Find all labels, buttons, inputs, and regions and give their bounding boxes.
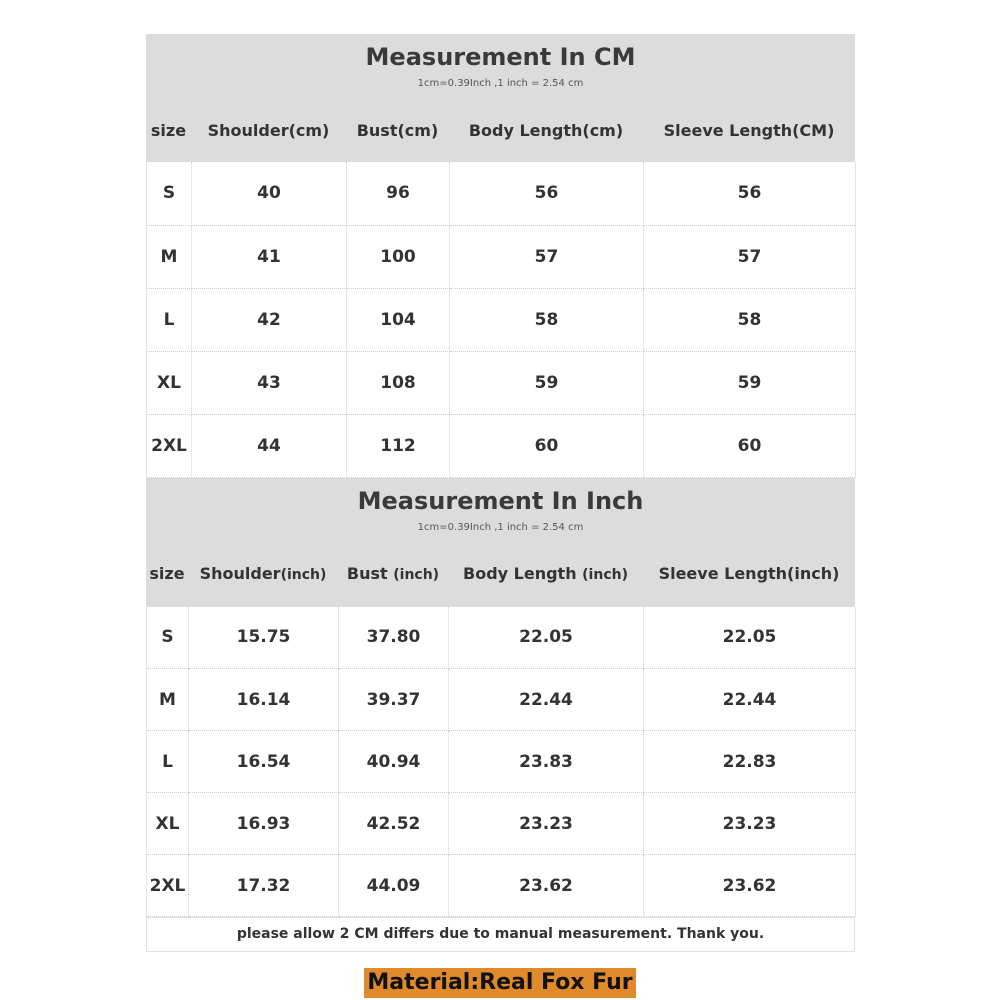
bust-cell: 100 (347, 225, 450, 288)
table-row (147, 669, 856, 731)
table-row (147, 607, 856, 669)
shoulder-cell: 16.14 (189, 669, 339, 731)
inch-header-shoulder: Shoulder(inch) (199, 564, 327, 583)
shoulder-cell: 40 (192, 162, 347, 225)
table-row (147, 162, 856, 225)
shoulder-cell: 41 (192, 225, 347, 288)
inch-table-body (146, 607, 856, 918)
body-length-cell: 56 (450, 162, 644, 225)
size-cell: 2XL (147, 855, 189, 917)
bust-cell: 42.52 (339, 793, 449, 855)
size-cell: M (147, 669, 189, 731)
body-length-cell: 58 (450, 288, 644, 351)
sleeve-length-cell: 23.23 (644, 793, 856, 855)
size-cell: S (147, 162, 192, 225)
shoulder-cell: 42 (192, 288, 347, 351)
bust-cell: 44.09 (339, 855, 449, 917)
cm-table-title: Measurement In CM (365, 43, 636, 71)
inch-header-body-length: Body Length (inch) (463, 564, 628, 583)
inch-header-size: size (149, 564, 185, 583)
sleeve-length-cell: 57 (644, 225, 856, 288)
sleeve-length-cell: 60 (644, 414, 856, 477)
body-length-cell: 23.62 (449, 855, 644, 917)
sleeve-length-cell: 58 (644, 288, 856, 351)
inch-table-header (146, 478, 855, 607)
shoulder-cell: 17.32 (189, 855, 339, 917)
size-cell: XL (147, 351, 192, 414)
table-row (147, 855, 856, 917)
bust-cell: 39.37 (339, 669, 449, 731)
size-cell: L (147, 731, 189, 793)
cm-header-sleeve-length: Sleeve Length(CM) (663, 120, 835, 140)
sleeve-length-cell: 59 (644, 351, 856, 414)
sleeve-length-cell: 22.44 (644, 669, 856, 731)
body-length-cell: 60 (450, 414, 644, 477)
table-row (147, 225, 856, 288)
bust-cell: 112 (347, 414, 450, 477)
measurement-note: please allow 2 CM differs due to manual measurement. Thank you. (146, 917, 855, 952)
cm-header-bust: Bust(cm) (356, 120, 439, 140)
sleeve-length-cell: 22.05 (644, 607, 856, 669)
cm-table-subtitle: 1cm=0.39Inch ,1 inch = 2.54 cm (417, 78, 584, 89)
shoulder-cell: 43 (192, 351, 347, 414)
cm-table-body (146, 162, 856, 478)
table-row (147, 731, 856, 793)
body-length-cell: 57 (450, 225, 644, 288)
table-row (147, 351, 856, 414)
inch-header-bust: Bust (inch) (346, 564, 440, 583)
shoulder-cell: 15.75 (189, 607, 339, 669)
bust-cell: 104 (347, 288, 450, 351)
shoulder-cell: 16.93 (189, 793, 339, 855)
material-label: Material:Real Fox Fur (364, 968, 635, 998)
body-length-cell: 23.83 (449, 731, 644, 793)
size-cell: L (147, 288, 192, 351)
sleeve-length-cell: 22.83 (644, 731, 856, 793)
size-cell: XL (147, 793, 189, 855)
bust-cell: 37.80 (339, 607, 449, 669)
inch-header-sleeve-length: Sleeve Length(inch) (658, 564, 840, 583)
bust-cell: 108 (347, 351, 450, 414)
table-row (147, 793, 856, 855)
size-cell: M (147, 225, 192, 288)
table-row (147, 414, 856, 477)
body-length-cell: 22.05 (449, 607, 644, 669)
body-length-cell: 23.23 (449, 793, 644, 855)
sleeve-length-cell: 23.62 (644, 855, 856, 917)
sleeve-length-cell: 56 (644, 162, 856, 225)
cm-header-body-length: Body Length(cm) (468, 120, 624, 140)
body-length-cell: 22.44 (449, 669, 644, 731)
table-row (147, 288, 856, 351)
bust-cell: 40.94 (339, 731, 449, 793)
bust-cell: 96 (347, 162, 450, 225)
size-chart (146, 34, 855, 952)
size-cell: S (147, 607, 189, 669)
inch-table-subtitle: 1cm=0.39Inch ,1 inch = 2.54 cm (417, 521, 584, 533)
cm-header-size: size (150, 120, 187, 140)
cm-table-header (146, 34, 855, 162)
shoulder-cell: 16.54 (189, 731, 339, 793)
cm-column-headers (146, 98, 855, 162)
size-cell: 2XL (147, 414, 192, 477)
inch-column-headers (146, 542, 855, 606)
cm-header-shoulder: Shoulder(cm) (207, 120, 330, 140)
shoulder-cell: 44 (192, 414, 347, 477)
inch-table-title: Measurement In Inch (357, 486, 644, 515)
body-length-cell: 59 (450, 351, 644, 414)
material-banner (0, 968, 1000, 998)
